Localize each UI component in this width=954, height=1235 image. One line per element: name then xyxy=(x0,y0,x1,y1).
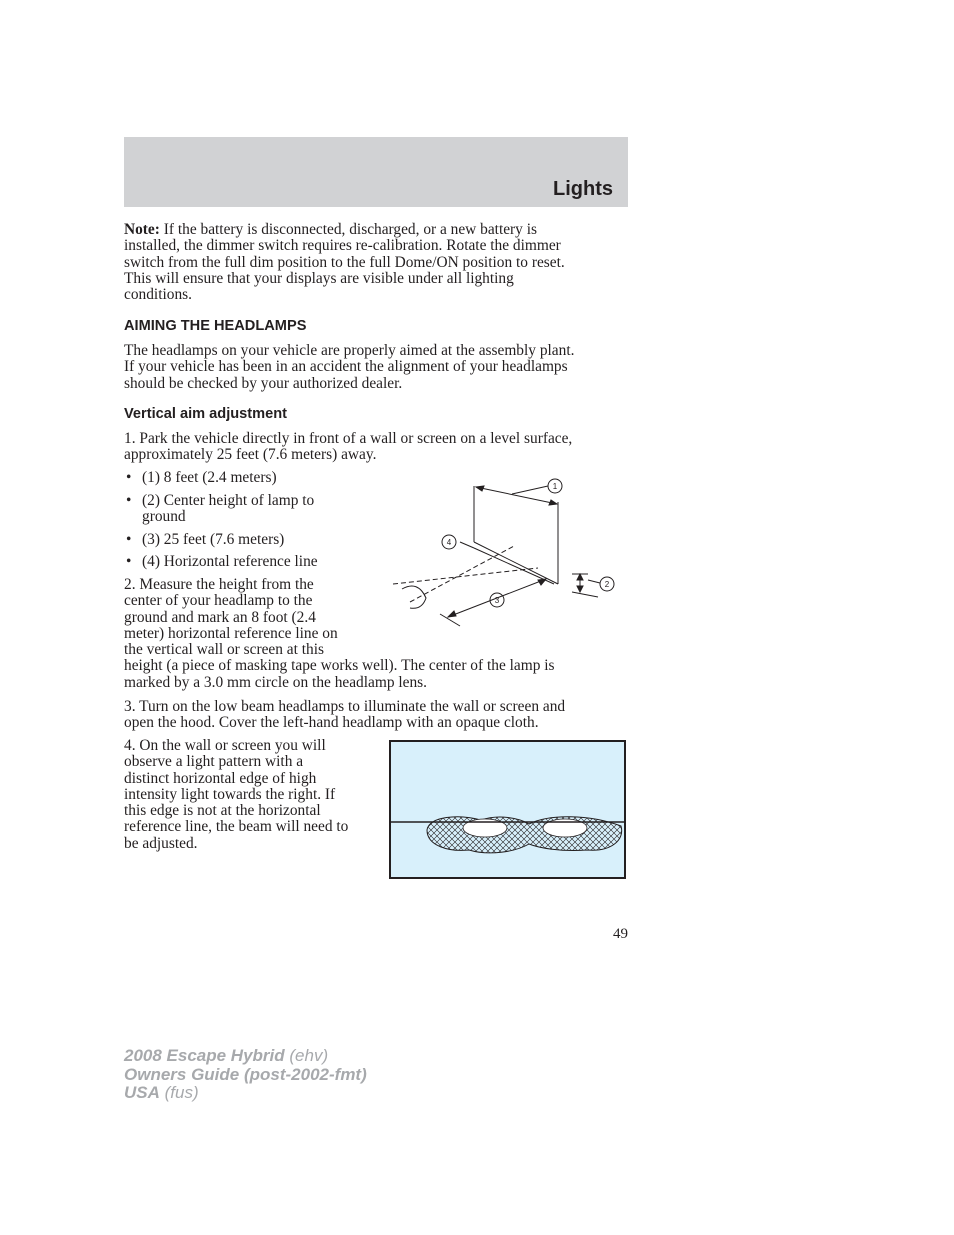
step-3-paragraph xyxy=(124,699,629,732)
headlamp-aiming-diagram xyxy=(388,472,628,637)
headlamp-outline xyxy=(402,586,426,608)
intro-line: If your vehicle has been in an accident the alignment of your headlamps xyxy=(124,358,568,376)
bullet-icon: • xyxy=(126,469,132,486)
footer-guide: Owners Guide (post-2002-fmt) xyxy=(124,1064,367,1084)
note-paragraph xyxy=(124,222,629,303)
section-header-band xyxy=(124,137,628,207)
step-1-paragraph xyxy=(124,431,629,464)
bullet-icon: • xyxy=(126,492,132,509)
document-footer xyxy=(124,1047,367,1103)
step-4-line: be adjusted. xyxy=(124,834,198,852)
step-4-line: intensity light towards the right. If xyxy=(124,785,336,803)
list-item xyxy=(124,554,374,570)
callout-leader-4 xyxy=(460,542,474,548)
step-3-line: 3. Turn on the low beam headlamps to illuminate the wall or screen and xyxy=(124,698,566,715)
list-item-text: (4) Horizontal reference line xyxy=(142,553,318,570)
step-1-line: approximately 25 feet (7.6 meters) away. xyxy=(124,446,377,464)
beam-pattern-diagram xyxy=(389,740,626,879)
arrow-head xyxy=(448,611,456,617)
callout-leader xyxy=(588,580,600,583)
dimension-arrow-1 xyxy=(476,487,557,504)
section-title: Lights xyxy=(553,178,613,200)
step-2-line: the vertical wall or screen at this xyxy=(124,641,324,659)
step-4-line: reference line, the beam will need to xyxy=(124,818,349,836)
step-2-line: height (a piece of masking tape works well). The center of the lamp is xyxy=(124,657,555,675)
step-3-line: open the hood. Cover the left-hand headlamp with an opaque cloth. xyxy=(124,714,539,732)
callout-label: 1 xyxy=(552,482,558,491)
intro-line: should be checked by your authorized dealer. xyxy=(124,374,403,392)
footer-market: USA xyxy=(124,1083,160,1102)
list-item-text: (3) 25 feet (7.6 meters) xyxy=(142,531,285,548)
step-1-line: 1. Park the vehicle directly in front of a wall or screen on a level surface, xyxy=(124,430,573,447)
note-text-line: installed, the dimmer switch requires re-calibration. Rotate the dimmer xyxy=(124,237,561,255)
step-4-line: 4. On the wall or screen you will xyxy=(124,737,326,754)
ground-line xyxy=(474,548,554,584)
tick-line xyxy=(572,592,598,597)
list-item xyxy=(124,493,374,526)
step-2-line: meter) horizontal reference line on xyxy=(124,624,338,642)
step-2-line: marked by a 3.0 mm circle on the headlamp lens. xyxy=(124,673,428,691)
list-item-text: (2) Center height of lamp to xyxy=(142,492,315,509)
callout-label: 2 xyxy=(604,580,610,589)
arrow-head xyxy=(549,500,557,505)
arrow-head xyxy=(538,579,546,585)
arrow-head xyxy=(476,486,484,491)
step-2-line: center of your headlamp to the xyxy=(124,592,313,610)
list-item xyxy=(124,470,374,486)
step-4-paragraph xyxy=(124,738,386,852)
callout-label: 4 xyxy=(446,538,452,547)
footer-model: 2008 Escape Hybrid xyxy=(124,1046,285,1065)
callout-leader xyxy=(512,486,548,494)
intro-paragraph xyxy=(124,343,629,392)
bullet-icon: • xyxy=(126,553,132,570)
list-item xyxy=(124,532,374,548)
step-4-line: this edge is not at the horizontal xyxy=(124,802,321,820)
section-heading: AIMING THE HEADLAMPS xyxy=(124,318,307,334)
footer-code: (ehv) xyxy=(284,1046,329,1065)
footer-code: (fus) xyxy=(159,1083,199,1102)
step-2-line: 2. Measure the height from the xyxy=(124,576,314,593)
callout-label: 3 xyxy=(494,596,500,605)
wall-screen xyxy=(390,741,625,878)
beam-line xyxy=(393,568,538,584)
ground-line xyxy=(474,542,558,584)
list-item-text: (1) 8 feet (2.4 meters) xyxy=(142,469,277,486)
note-label: Note: xyxy=(124,221,160,238)
note-text-line: This will ensure that your displays are visible under all lighting xyxy=(124,269,514,287)
arrow-head xyxy=(577,586,583,592)
bullet-icon: • xyxy=(126,531,132,548)
intro-line: The headlamps on your vehicle are properly aimed at the assembly plant. xyxy=(124,342,575,359)
note-text-line: If the battery is disconnected, discharged, or a new battery is xyxy=(159,221,537,238)
list-item-text: ground xyxy=(142,508,186,526)
step-4-line: observe a light pattern with a xyxy=(124,753,304,771)
step-2-line: ground and mark an 8 foot (2.4 xyxy=(124,608,316,626)
note-text-line: conditions. xyxy=(124,286,192,304)
note-text-line: switch from the full dim position to the full Dome/ON position to reset. xyxy=(124,253,565,271)
step-4-line: distinct horizontal edge of high xyxy=(124,769,317,787)
subsection-heading: Vertical aim adjustment xyxy=(124,406,288,422)
page-number: 49 xyxy=(613,926,628,942)
arrow-head xyxy=(577,574,583,580)
